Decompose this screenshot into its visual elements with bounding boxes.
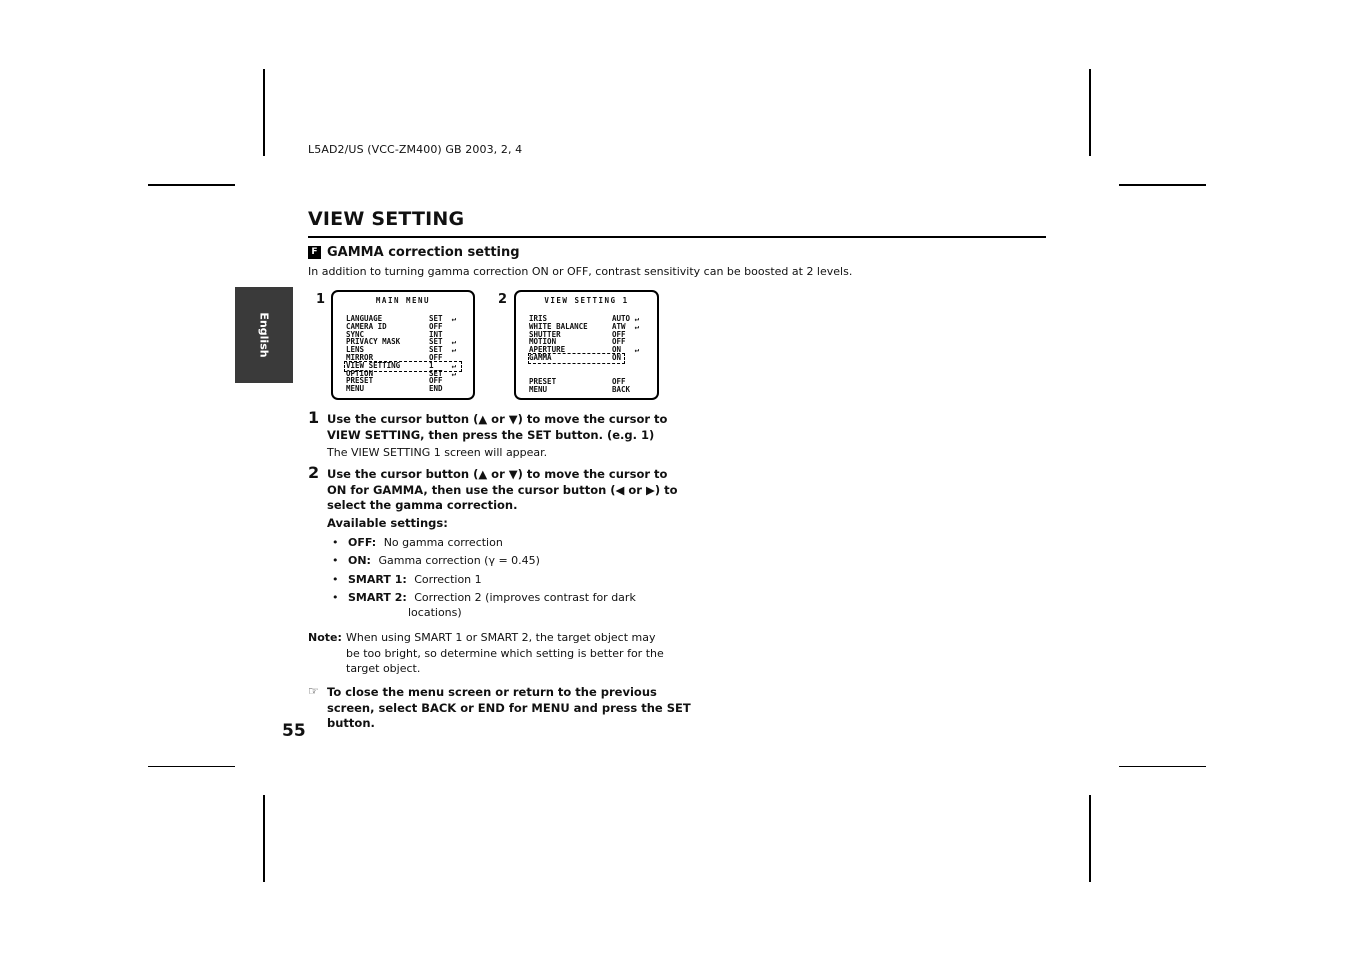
menu-item-value: ON ↵ [612, 345, 640, 355]
setting-desc: Gamma correction (γ = 0.45) [378, 554, 540, 567]
menu-item-value: END [429, 384, 443, 394]
setting-desc: Correction 2 (improves contrast for dark [414, 591, 636, 604]
crop-mark [263, 795, 265, 882]
step-2-instruction [327, 467, 677, 514]
section-heading-text: GAMMA correction setting [327, 245, 520, 260]
instruction-line: VIEW SETTING, then press the SET button. (e.g. 1) [327, 427, 655, 442]
crop-mark [1089, 795, 1091, 882]
menu-item-label: LENS [346, 345, 365, 355]
menu-item-value: SET ↵ [429, 368, 457, 378]
step-number: 1 [308, 408, 320, 427]
menu-item-label: PRESET [346, 376, 374, 386]
section-intro: In addition to turning gamma correction ON or OFF, contrast sensitivity can be boosted at 2 levels. [308, 265, 853, 278]
menu-item-label: MIRROR [346, 353, 374, 362]
menu-item-value: INT [429, 329, 443, 339]
menu-item-label: SYNC [346, 329, 365, 339]
menu-item-value: OFF [612, 377, 626, 386]
title-divider [308, 236, 1046, 238]
note-line: When using SMART 1 or SMART 2, the target object may [346, 631, 656, 644]
menu-item-value: OFF [429, 376, 443, 386]
menu-item-value: BACK [612, 384, 631, 394]
section-marker: F [308, 246, 321, 259]
menu-item-label: VIEW SETTING [346, 360, 401, 370]
document-header: L5AD2/US (VCC-ZM400) GB 2003, 2, 4 [308, 143, 523, 156]
tip-line: screen, select BACK or END for MENU and press the SET [327, 700, 691, 715]
menu-item-value: 1 ↵ [429, 360, 457, 370]
language-tab [235, 287, 293, 383]
menu-item-value: ATW ↵ [612, 321, 640, 331]
step-number: 2 [308, 463, 320, 482]
figure-number: 2 [498, 292, 508, 307]
menu-item-label: WHITE BALANCE [529, 321, 588, 331]
setting-item [332, 590, 636, 606]
setting-label: OFF: [348, 536, 377, 549]
bullet-icon: • [332, 536, 339, 549]
instruction-line: ON for GAMMA, then use the cursor button (◀ or ▶) to [327, 482, 678, 497]
note-label: Note: [308, 631, 342, 644]
page-title: VIEW SETTING [308, 208, 465, 230]
setting-item [332, 535, 503, 551]
menu-item-value: SET ↵ [429, 345, 457, 355]
crop-mark [1119, 766, 1206, 767]
menu-item-value: OFF [429, 353, 443, 362]
cursor-highlight [528, 353, 625, 364]
tip-line: To close the menu screen or return to the previous [327, 685, 657, 699]
setting-item [332, 553, 540, 569]
menu-item-label: APERTURE [529, 345, 566, 355]
step-1-instruction [327, 412, 667, 443]
menu-item-value: OFF [612, 329, 626, 339]
crop-mark [148, 184, 235, 186]
note-line: target object. [346, 662, 421, 675]
instruction-line: Use the cursor button (▲ or ▼) to move the cursor to [327, 467, 668, 481]
note-text [346, 630, 664, 677]
main-menu-screen [331, 290, 475, 400]
setting-label: SMART 1: [348, 573, 407, 586]
crop-mark [1119, 184, 1206, 186]
view-setting-screen [514, 290, 659, 400]
crop-mark [1089, 69, 1091, 156]
menu-item-label: MENU [346, 384, 365, 394]
menu-item-label: PRIVACY MASK [346, 337, 401, 347]
setting-item [332, 572, 482, 588]
bullet-icon: • [332, 554, 339, 567]
cursor-highlight [344, 361, 462, 372]
figure-number: 1 [316, 292, 326, 307]
menu-item-label: OPTION [346, 368, 374, 378]
instruction-line: Use the cursor button (▲ or ▼) to move the cursor to [327, 412, 668, 426]
menu-item-value: AUTO ↵ [612, 314, 640, 323]
note-line: be too bright, so determine which setting is better for the [346, 646, 664, 660]
menu-item-value: SET ↵ [429, 314, 457, 323]
menu-item-label: LANGUAGE [346, 314, 383, 323]
setting-desc: No gamma correction [383, 536, 503, 549]
menu-item-label: MENU [529, 384, 548, 394]
tip-text [327, 685, 691, 732]
instruction-line: select the gamma correction. [327, 498, 518, 512]
menu-item-value: ON [612, 353, 622, 362]
screen-title: MAIN MENU [375, 296, 431, 305]
section-heading [308, 245, 520, 260]
bullet-icon: • [332, 591, 339, 604]
setting-label: SMART 2: [348, 591, 407, 604]
menu-item-value: OFF [429, 321, 443, 331]
menu-item-label: MOTION [529, 337, 557, 347]
pointing-hand-icon: ☞ [308, 684, 319, 698]
menu-item-label: GAMMA [529, 353, 552, 362]
tip-line: button. [327, 716, 375, 730]
available-settings-label: Available settings: [327, 516, 448, 530]
menu-item-label: CAMERA ID [346, 321, 387, 331]
menu-item-label: IRIS [529, 314, 548, 323]
menu-item-label: PRESET [529, 377, 557, 386]
screen-title: VIEW SETTING 1 [544, 296, 629, 305]
step-1-result: The VIEW SETTING 1 screen will appear. [327, 446, 548, 459]
setting-desc: Correction 1 [414, 573, 482, 586]
page-number: 55 [282, 721, 306, 741]
menu-item-label: SHUTTER [529, 329, 561, 339]
setting-label: ON: [348, 554, 371, 567]
bullet-icon: • [332, 573, 339, 586]
setting-desc-continued: locations) [408, 606, 462, 619]
crop-mark [263, 69, 265, 156]
menu-item-value: SET ↵ [429, 337, 457, 347]
crop-mark [148, 766, 235, 767]
menu-item-value: OFF [612, 337, 626, 347]
language-tab-label: English [257, 312, 271, 358]
